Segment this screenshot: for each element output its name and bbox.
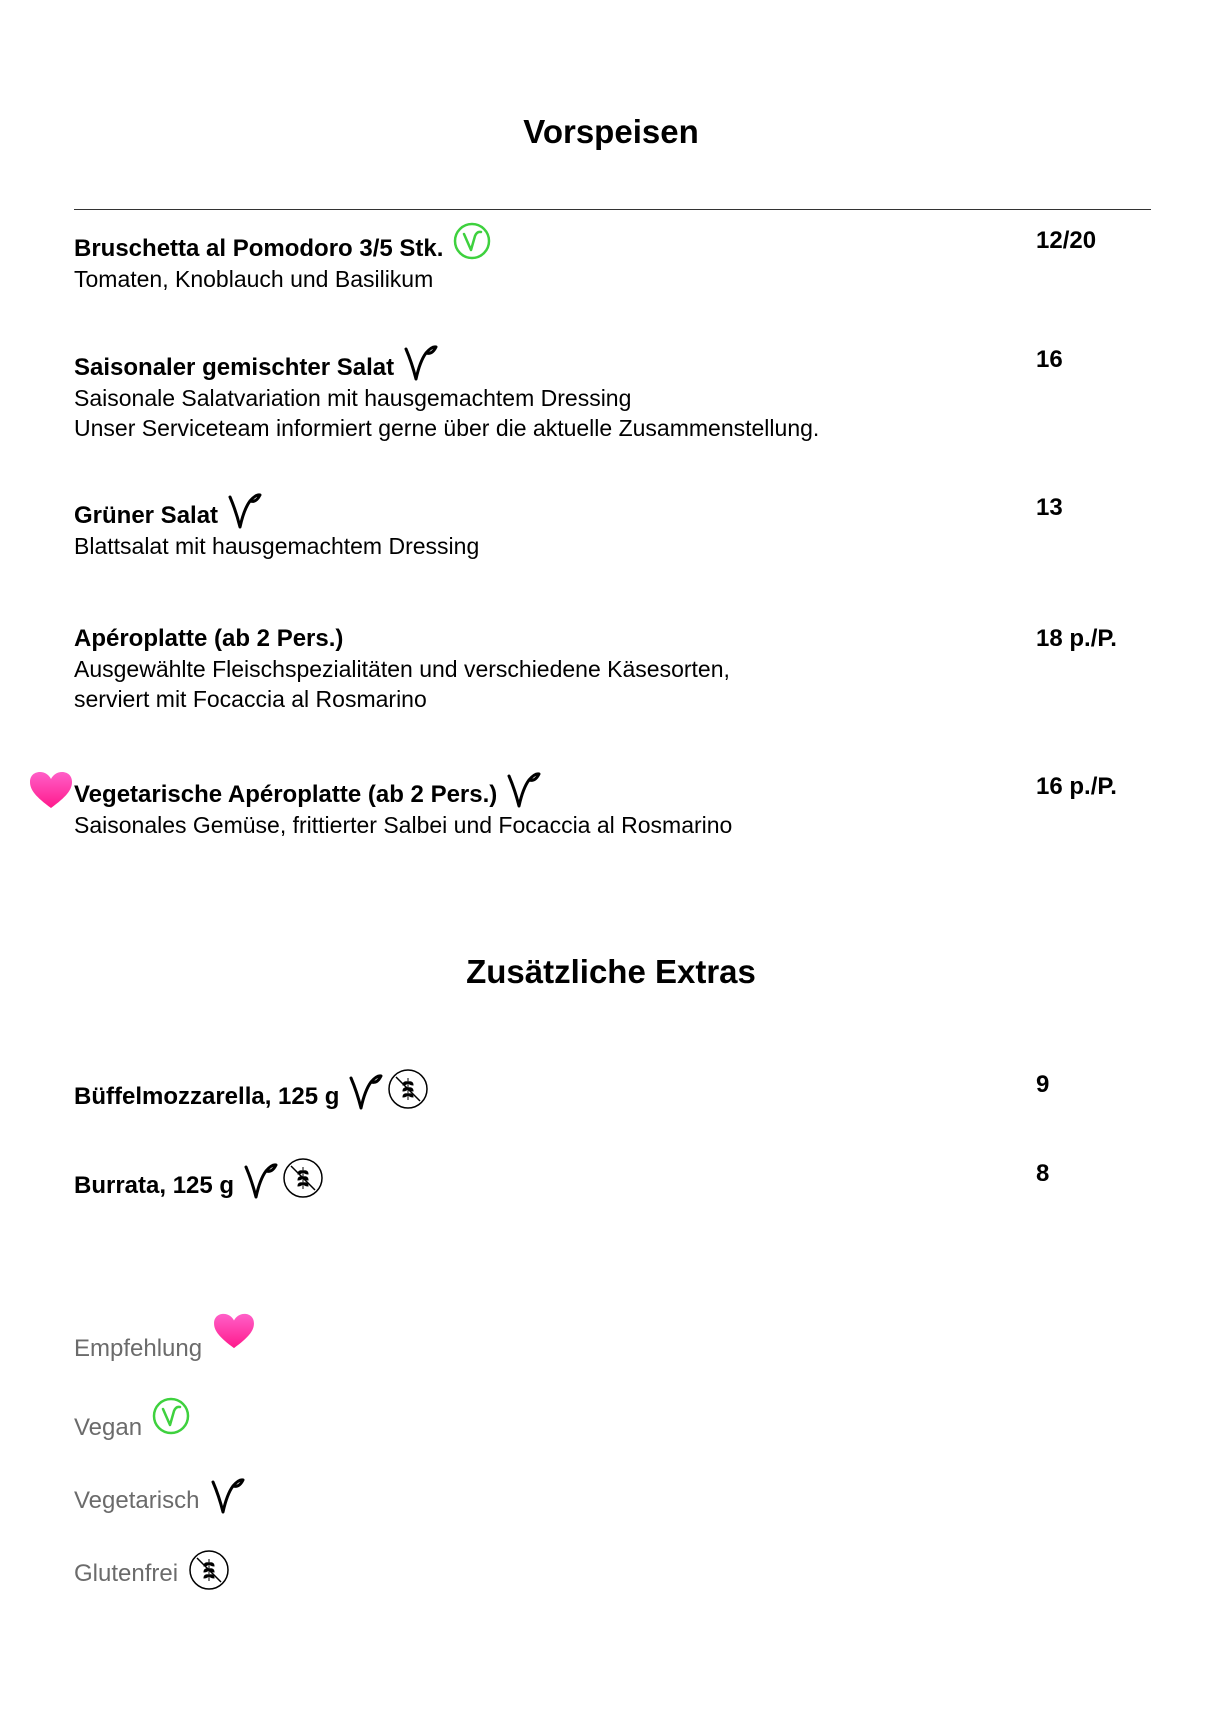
menu-item [74,493,1154,561]
item-price: 8 [1036,1160,1050,1187]
legend-label: Glutenfrei [74,1560,179,1587]
menu-item [74,345,1154,443]
heart-icon [212,1312,256,1350]
legend-item [74,1326,256,1364]
item-price: 18 p./P. [1036,625,1117,652]
item-description: Ausgewählte Fleischspezialitäten und verschiedene Käsesorten, [74,656,730,682]
legend-label: Vegetarisch [74,1487,200,1514]
item-price: 16 [1036,346,1063,373]
section-heading-starters: Vorspeisen [523,113,699,150]
legend-item [74,1547,230,1589]
item-name: Bruschetta al Pomodoro 3/5 Stk. [74,235,444,262]
item-price: 9 [1036,1071,1050,1098]
item-price: 13 [1036,494,1063,521]
gluten-free-icon [387,1068,429,1110]
item-description: Blattsalat mit hausgemachtem Dressing [74,533,480,559]
item-description: Tomaten, Knoblauch und Basilikum [74,266,434,292]
item-description: serviert mit Focaccia al Rosmarino [74,686,427,712]
item-name: Vegetarische Apéroplatte (ab 2 Pers.) [74,781,498,808]
item-price: 16 p./P. [1036,773,1117,800]
legend-label: Empfehlung [74,1335,203,1362]
vegetarian-icon [347,1072,383,1110]
vegan-icon [453,222,491,260]
divider-line [74,209,1151,210]
vegetarian-icon [242,1161,278,1199]
item-price: 12/20 [1036,227,1097,254]
vegetarian-icon [226,491,262,529]
item-name: Apéroplatte (ab 2 Pers.) [74,625,344,652]
item-description: Unser Serviceteam informiert gerne über die aktuelle Zusammenstellung. [74,415,820,441]
legend-label: Vegan [74,1414,143,1441]
item-description: Saisonales Gemüse, frittierter Salbei und Focaccia al Rosmarino [74,812,733,838]
menu-item [74,624,1154,714]
item-name: Saisonaler gemischter Salat [74,354,395,381]
gluten-free-icon [282,1157,324,1199]
item-name: Büffelmozzarella, 125 g [74,1083,340,1110]
legend-item [74,1478,245,1516]
section-heading-extras: Zusätzliche Extras [466,953,756,990]
menu-item [74,1159,1154,1201]
item-name: Burrata, 125 g [74,1172,235,1199]
vegetarian-icon [505,770,541,808]
item-name: Grüner Salat [74,502,219,529]
gluten-free-icon [188,1549,230,1591]
vegetarian-icon [209,1476,245,1514]
menu-item [74,1070,1154,1112]
menu-item [74,772,1154,840]
legend-item [74,1405,190,1443]
vegetarian-icon [402,343,438,381]
menu-item [74,226,1154,294]
item-description: Saisonale Salatvariation mit hausgemachtem Dressing [74,385,632,411]
vegan-icon [152,1397,190,1435]
heart-icon [28,770,74,810]
